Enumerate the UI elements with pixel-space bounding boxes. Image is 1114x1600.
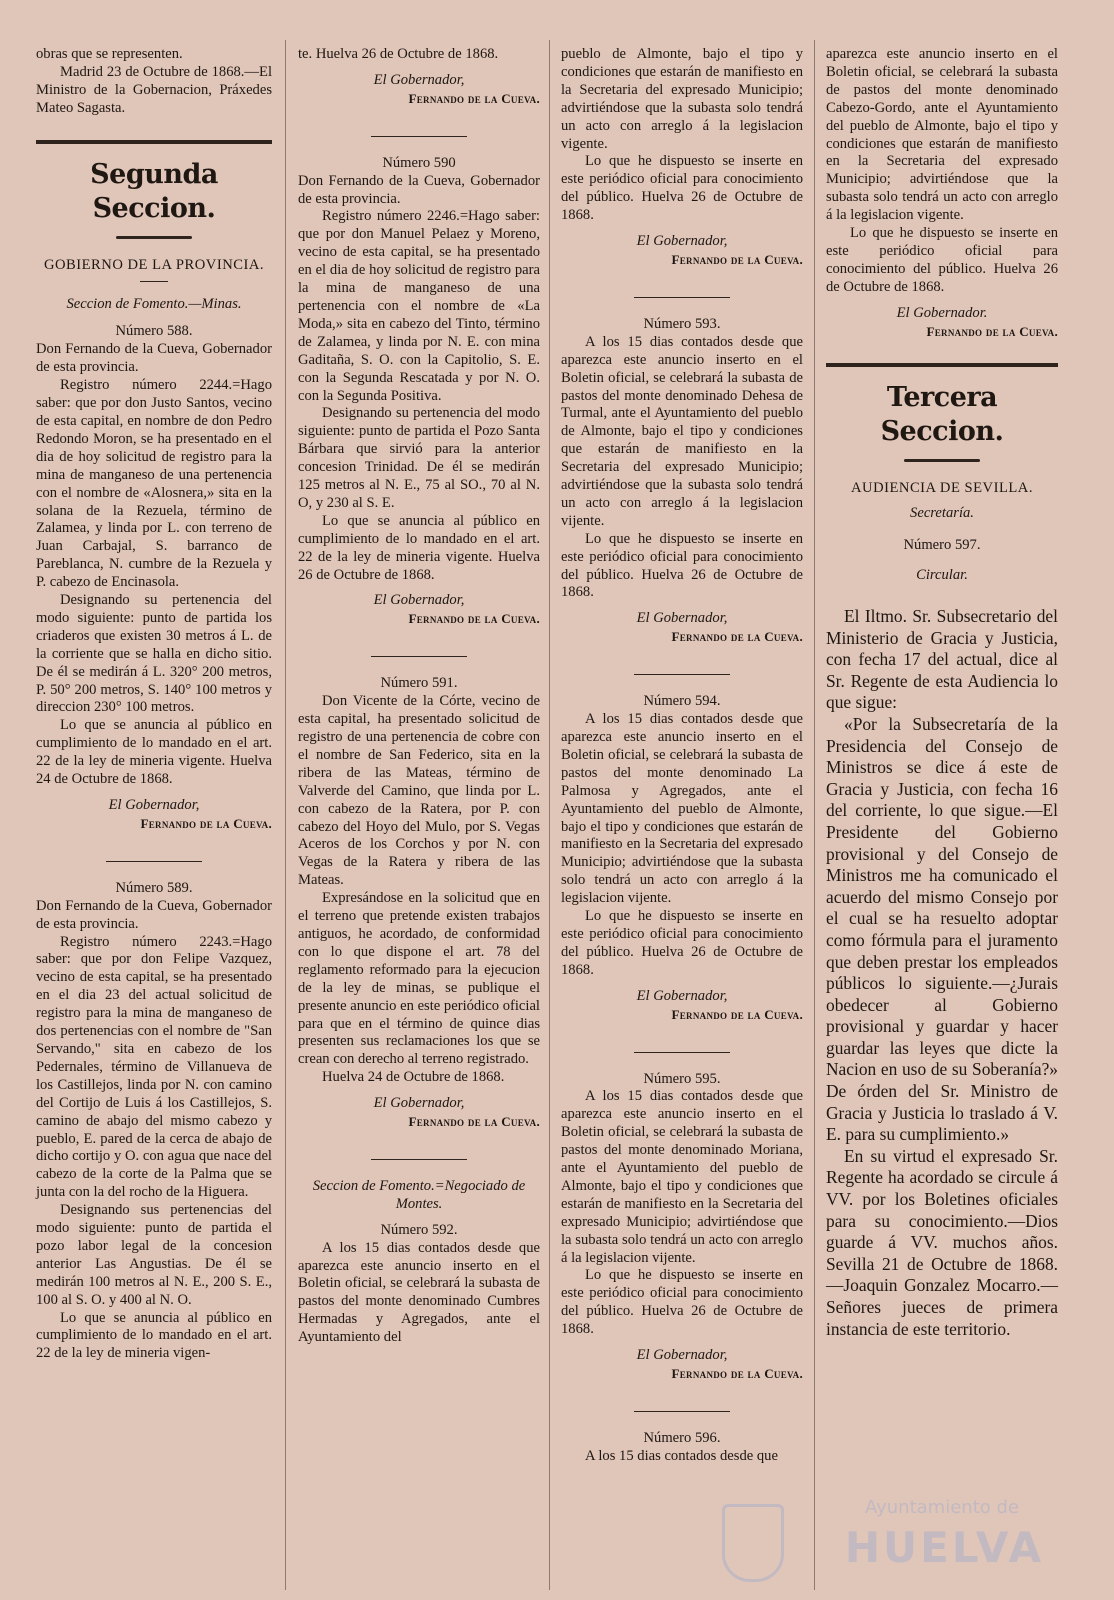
notice-paragraph: Lo que he dispuesto se inserte en este periódico oficial para conocimiento del público. Huelva 26 de Octubre de 1868. [561,1267,803,1338]
notice-paragraph: Designando su pertenencia del modo siguiente: punto de partida los criaderos que existen 30 metros á L. de la corriente que se halla en dicho sitio. De él se medirán á L. 320° 200 metros, P. 50° 200 metros, S. 140° 100 metros y direccion 230° 100 metros. [36,592,272,716]
column-2 [298,46,540,1347]
notice-paragraph: En su virtud el expresado Sr. Regente ha acordado se circule á VV. por los Boletines oficiales para su conocimiento.—Dios guarde á VV. muchos años. Sevilla 21 de Octubre de 1868.—Joaquin Gonzalez Mocarro.—Señores jueces de primera instancia de este territorio. [826,1145,1058,1339]
notice-paragraph: Registro número 2246.=Hago saber: que por don Manuel Pelaez y Moreno, vecino de esta capital, se ha presentado en el dia de hoy solicitud de registro para la mina de manganeso de una pertenencia con el nombre de «La Moda,» sita en cabezo del Tinto, término de Zalamea, y linda por N. E. con mina Gaditaña, S. O. con la Capitolio, S. E. con la Segunda Rescatada y por N. O. con la Segunda Positiva. [298,208,540,404]
notice-paragraph: Registro número 2244.=Hago saber: que por don Justo Santos, vecino de esta capital, en nombre de don Pedro Redondo Moron, se ha presentado en el dia de hoy solicitud de registro para la mina de manganeso de una pertenencia con el nombre de «Alosnera,» sita en la solana de la Rezuela, término de Zalamea, y linda por L. con terreno de Juan Carbajal, S. barranco de Pareblanca, N. cumbre de la Rezuela y P. cabezo de Encinasola. [36,377,272,591]
signature-title: El Gobernador, [636,233,728,250]
notice-paragraph: «Por la Subsecretaría de la Presidencia del Consejo de Ministros se dice á este de Gracia y Justicia, con fecha 16 del corriente, lo que sigue.—El Presidente del Gobierno provisional y del Consejo de Ministros me ha comunicado el acuerdo del mismo Consejo por el cual se ha resuelto adoptar como fórmula para el juramento que deben prestar los empleados públicos lo siguiente.—¿Jurais obedecer al Gobierno provisional y guardar y hacer guardar las leyes que dicte la Nacion en uso de su Soberanía?» De órden del Sr. Ministro de Gracia y Justicia lo traslado á V. E. para su cumplimiento.» [826,713,1058,1145]
notice-number: Número 593. [643,315,721,332]
separator-rule [634,674,730,675]
notice-paragraph: Huelva 24 de Octubre de 1868. [322,1069,505,1086]
notice-number: Número 597. [903,537,981,554]
notice-number: Número 589. [115,879,193,896]
notice-number: Número 590 [382,154,456,171]
continuation-text: pueblo de Almonte, bajo el tipo y condiciones que estarán de manifiesto en la Secretaria del expresado Municipio; advirtiéndose que la subasta solo tendrá un acto con arreglo á la legislacion vigente. [561,46,803,152]
separator-rule [371,136,467,137]
gov-title: GOBIERNO DE LA PROVINCIA. [43,256,265,273]
circular-body [826,606,1058,1340]
notice-paragraph: Lo que he dispuesto se inserte en este periódico oficial para conocimiento del público. Huelva 26 de Octubre de 1868. [561,908,803,978]
notice-paragraph: Don Fernando de la Cueva, Gobernador de esta provincia. [36,897,272,932]
signature-title: El Gobernador. [896,304,988,321]
signature-name: Fernando de la Cueva. [408,1114,540,1130]
separator-rule [106,861,202,862]
column-divider [549,40,550,1590]
continuation-text: aparezca este anuncio inserto en el Boletin oficial, se celebrará la subasta de pastos del monte denominado Cabezo-Gordo, ante el Ayuntamiento del pueblo de Almonte, bajo el tipo y condiciones que estarán de manifiesto en la Secretaria del expresado Municipio; advirtiéndose que la subasta solo tendrá un acto con arreglo á la legislacion vigente. [826,46,1058,224]
notice-paragraph: Lo que he dispuesto se inserte en este periódico oficial para conocimiento del público. Huelva 26 de Octubre de 1868. [826,225,1058,295]
signature-title: El Gobernador, [373,1095,465,1112]
notice-paragraph: A los 15 dias contados desde que aparezca este anuncio inserto en el Boletin oficial, se celebrará la subasta de pastos del monte denominado La Palmosa y Agregados, ante el Ayuntamiento del pueblo de Almonte, bajo el tipo y condiciones que estarán de manifiesto en la Secretaria del expresado Municipio; advirtiéndose que la subasta solo tendrá un acto con arreglo á la legislacion vijente. [561,711,803,907]
notice-paragraph: Lo que se anuncia al público en cumplimiento de lo mandado en el art. 22 de la ley de mineria vigen- [36,1309,272,1362]
notice-paragraph: Don Fernando de la Cueva, Gobernador de esta provincia. [298,172,540,207]
column-divider [285,40,286,1590]
notice-number: Número 591. [380,675,458,692]
separator-rule [634,297,730,298]
signature-name: Fernando de la Cueva. [671,1006,803,1022]
notice-paragraph: Designando sus pertenencias del modo siguiente: punto de partida el pozo labor legal de la concesion anterior Las Angustias. De él se medirán 100 metros al N. E., 200 S. E., 100 al S. O. y 400 al N. O. [36,1202,272,1308]
intro-line: Madrid 23 de Octubre de 1868.—El Ministro de la Gobernacion, Práxedes Mateo Sagasta. [36,63,272,116]
separator-rule [371,1159,467,1160]
signature-name: Fernando de la Cueva. [671,629,803,645]
signature-name: Fernando de la Cueva. [926,323,1058,339]
notice-paragraph: Registro número 2243.=Hago saber: que por don Felipe Vazquez, vecino de esta capital, se ha presentado en el dia 23 del actual solicitud de registro para la mina de manganeso de dos pertenencias con el nombre de "San Servando," sita en cabezo de los Pedernales, término de Villanueva de los Castillejos, linda por N. con camino del Cortijo de Luis á los Castillejos, S. camino de abajo del mismo cabezo y pueblo, E. pared de la cerca de abajo de dicho cortijo y O. con agua que nace del cabezo de la corte de la Palma que se junta con la del rocho de la Higuera. [36,933,272,1201]
intro-line: obras que se representen. [36,46,183,62]
audiencia-title: AUDIENCIA DE SEVILLA. [851,479,1033,496]
continuation-text: te. Huelva 26 de Octubre de 1868. [298,46,499,62]
notice-number: Número 592. [380,1221,458,1238]
column-4 [826,46,1058,585]
notice-paragraph: Don Vicente de la Córte, vecino de esta capital, ha presentado solicitud de registro de una pertenencia de cobre con el nombre de San Federico, sita en la ribera de las Mateas, término de Valverde del Camino, que linda por L. con cabezo de la Ratera, por P. con cabezo del Hoyo del Mulo, por S. Vegas Aceros de los Corchos y por N. con Vegas de la Ratera y ribera de las Mateas. [298,693,540,889]
signature-title: El Gobernador, [108,797,200,813]
signature-title: El Gobernador, [636,987,728,1004]
column-1 [36,46,272,1363]
decorative-rule [116,236,192,239]
signature-title: El Gobernador, [373,592,465,609]
notice-paragraph: A los 15 dias contados desde que aparezca este anuncio inserto en el Boletin oficial, se celebrará la subasta de pastos del monte denominado Moriana, ante el Ayuntamiento del pueblo de Almonte, bajo el tipo y condiciones que estarán de manifiesto en la Secretaria del expresado Municipio; advirtiéndose que la subasta solo tendrá un acto con arreglo á la legislacion vijente. [561,1088,803,1266]
notice-paragraph: Lo que he dispuesto se inserte en este periódico oficial para conocimiento del público. Huelva 26 de Octubre de 1868. [561,530,803,601]
separator-rule [371,656,467,657]
separator-rule [634,1411,730,1412]
notice-paragraph: Don Fernando de la Cueva, Gobernador de esta provincia. [36,341,272,376]
section-rule [36,140,272,144]
signature-name: Fernando de la Cueva. [408,90,540,106]
signature-name: Fernando de la Cueva. [140,815,272,831]
signature-name: Fernando de la Cueva. [408,611,540,627]
signature-title: El Gobernador, [636,1347,728,1364]
decorative-rule [904,459,980,462]
notice-paragraph: A los 15 dias contados desde que [585,1447,778,1464]
section-rule [826,363,1058,367]
notice-number: Número 595. [643,1070,721,1087]
watermark-text: HUELVA [844,1523,1044,1572]
section-title: Segunda Seccion. [90,158,218,224]
notice-paragraph: A los 15 dias contados desde que aparezca este anuncio inserto en el Boletin oficial, se celebrará la subasta de pastos del monte denominado Dehesa de Turmal, ante el Ayuntamiento del pueblo de Almonte, bajo el tipo y condiciones que estarán de manifiesto en la Secretaria del expresado Municipio; advirtiéndose que la subasta solo tendrá un acto con arreglo á la legislacion vijente. [561,333,803,529]
notice-paragraph: Expresándose en la solicitud que en el terreno que pretende existen trabajos antiguos, he acordado, de conformidad con lo que dispone el art. 78 del reglamento reformado para la ejecucion de la ley de minas, se publique el presente anuncio en este periódico oficial para que en el término de quince dias presenten sus reclamaciones los que se crean con derecho al terreno registrado. [298,890,540,1068]
notice-paragraph: Lo que se anuncia al público en cumplimiento de lo mandado en el art. 22 de la ley de mineria vigente. Huelva 24 de Octubre de 1868. [36,717,272,788]
notice-number: Número 588. [115,323,193,340]
notice-paragraph: Lo que he dispuesto se inserte en este periódico oficial para conocimiento del público. Huelva 26 de Octubre de 1868. [561,153,803,224]
column-3 [561,46,803,1466]
subsection-title: Seccion de Fomento.—Minas. [66,295,242,312]
secretaria-title: Secretaría. [910,505,974,522]
subsection-title: Seccion de Fomento.=Negociado de Montes. [312,1177,526,1212]
circular-title: Circular. [916,567,968,584]
watermark-caption: Ayuntamiento de [865,1497,1019,1518]
signature-name: Fernando de la Cueva. [671,251,803,267]
notice-number: Número 594. [643,693,721,710]
notice-paragraph: A los 15 dias contados desde que aparezca este anuncio inserto en el Boletin oficial, se celebrará la subasta de pastos del monte denominado Cumbres Hermadas y Agregados, ante el Ayuntamiento del [298,1239,540,1346]
watermark-shield-icon [722,1504,784,1582]
separator-rule [634,1052,730,1053]
notice-paragraph: Designando su pertenencia del modo siguiente: punto de partida el Pozo Santa Bárbara que sirvió para la anterior concesion Trinidad. De él se medirán 125 metros al N. E., 75 al SO., 70 al N. O, y 230 al S. E. [298,405,540,511]
notice-paragraph: El Iltmo. Sr. Subsecretario del Ministerio de Gracia y Justicia, con fecha 17 del actual, dice al Sr. Regente de esta Audiencia lo que sigue: [826,606,1058,713]
signature-title: El Gobernador, [636,610,728,627]
section-title: Tercera Seccion. [880,381,1004,447]
notice-number: Número 596. [643,1429,721,1446]
dash-rule [140,281,168,282]
signature-name: Fernando de la Cueva. [671,1366,803,1381]
signature-title: El Gobernador, [373,71,465,88]
column-divider [814,40,815,1590]
notice-paragraph: Lo que se anuncia al público en cumplimiento de lo mandado en el art. 22 de la ley de mineria vigente. Huelva 26 de Octubre de 1868. [298,512,540,583]
